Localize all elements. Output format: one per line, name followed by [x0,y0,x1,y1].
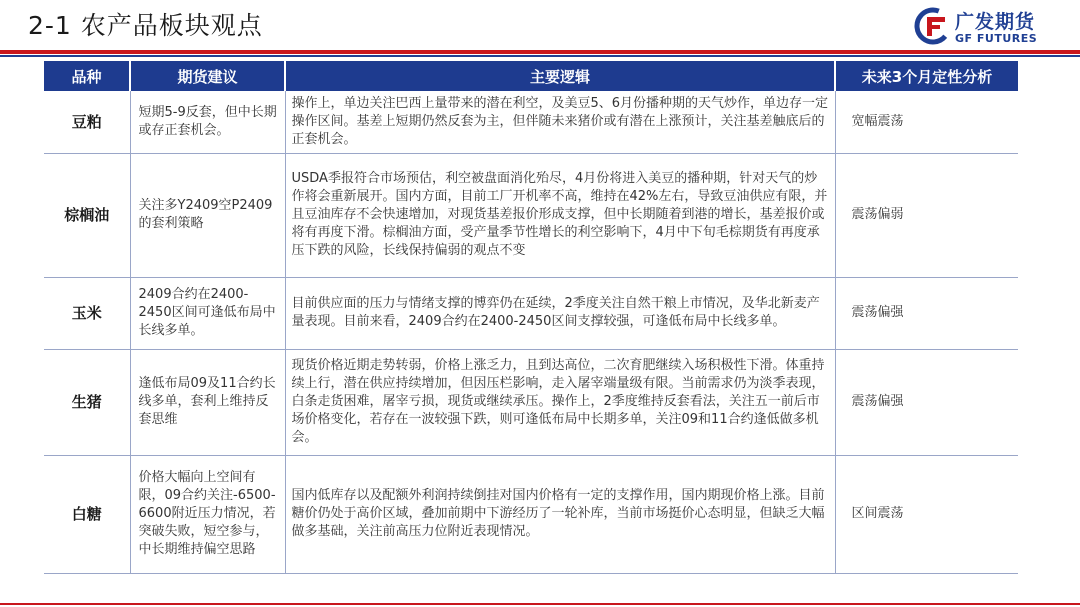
table-row [44,277,1018,349]
table-row [44,455,1018,573]
cell-outlook: 宽幅震荡 [835,91,1018,153]
cell-logic: 现货价格近期走势转弱，价格上涨乏力，且到达高位，二次育肥继续入场积极性下滑。体重持续上行，潜在供应持续增加，但因压栏影响，走入屠宰端量级有限。当前需求仍为淡季表现，白条走货困难，屠宰亏损，现货或继续承压。操作上，2季度维持反套看法，关注五一前后市场价格变化，若存在一波较强下跌，则可逢低布局中长期多单，关注09和11合约逢低做多机会。 [285,349,835,455]
cell-outlook: 震荡偏强 [835,349,1018,455]
cell-suggestion: 逢低布局09及11合约长线多单，套利上维持反套思维 [130,349,285,455]
table-row [44,91,1018,153]
cell-variety: 棕榈油 [44,153,130,277]
cell-logic: 目前供应面的压力与情绪支撑的博弈仍在延续，2季度关注自然干粮上市情况，及华北新麦产量表现。目前来看，2409合约在2400-2450区间支撑较强，可逢低布局中长线多单。 [285,277,835,349]
footer-divider [0,603,1080,605]
cell-suggestion: 关注多Y2409空P2409的套利策略 [130,153,285,277]
table-row [44,349,1018,455]
cell-outlook: 震荡偏强 [835,277,1018,349]
cell-logic: 国内低库存以及配额外利润持续倒挂对国内价格有一定的支撑作用，国内期现价格上涨。目前糖价仍处于高价区域，叠加前期中下游经历了一轮补库，当前市场挺价心态明显，但缺乏大幅做多基础，关注前高压力位附近表现情况。 [285,455,835,573]
column-header-logic: 主要逻辑 [285,61,835,91]
cell-variety: 玉米 [44,277,130,349]
table-row [44,153,1018,277]
header-divider-blue [0,55,1080,57]
column-header-variety: 品种 [44,61,130,91]
cell-variety: 豆粕 [44,91,130,153]
column-header-outlook: 未来3个月定性分析 [835,61,1018,91]
logo-text-cn: 广发期货 [955,11,1036,33]
agri-opinion-table [44,61,1018,574]
cell-suggestion: 价格大幅向上空间有限，09合约关注-6500-6600附近压力情况，若突破失败，短空参与，中长期维持偏空思路 [130,455,285,573]
page-title: 2-1 农产品板块观点 [28,11,263,40]
company-logo [914,7,1064,47]
cell-suggestion: 短期5-9反套，但中长期或存正套机会。 [130,91,285,153]
logo-text-en: GF FUTURES [955,32,1038,45]
cell-variety: 白糖 [44,455,130,573]
cell-logic: 操作上，单边关注巴西上量带来的潜在利空，及美豆5、6月份播种期的天气炒作，单边存一定操作区间。基差上短期仍然反套为主，但伴随未来猪价或有潜在上涨预计，关注基差触底后的正套机会。 [285,91,835,153]
cell-logic: USDA季报符合市场预估，利空被盘面消化殆尽，4月份将进入美豆的播种期，针对天气的炒作将会重新展开。国内方面，目前工厂开机率不高，维持在42%左右，导致豆油供应有限，并且豆油库存不会快速增加，对现货基差报价形成支撑，但中长期随着到港的增长，基差报价或将有再度下滑。棕榈油方面，受产量季节性增长的利空影响下，4月中下旬毛棕期货有再度承压下跌的风险，长线保持偏弱的观点不变 [285,153,835,277]
table-header-row [44,61,1018,91]
cell-outlook: 震荡偏弱 [835,153,1018,277]
cell-variety: 生猪 [44,349,130,455]
cell-outlook: 区间震荡 [835,455,1018,573]
column-header-suggestion: 期货建议 [130,61,285,91]
gf-logo-icon [914,7,952,45]
cell-suggestion: 2409合约在2400-2450区间可逢低布局中长线多单。 [130,277,285,349]
header-divider-red [0,50,1080,54]
